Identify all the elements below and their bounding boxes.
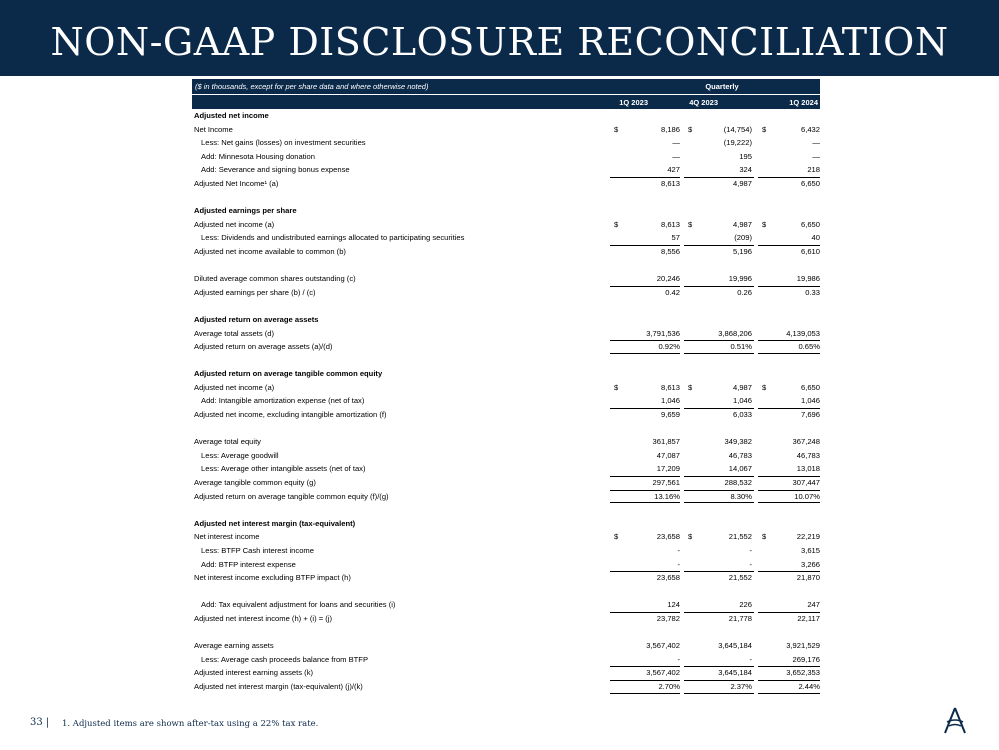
table-row [192,571,820,585]
section-heading [192,367,820,381]
value-cell: 21,552 [728,573,752,583]
dollar-sign: $ [688,382,693,392]
table-row [192,680,820,694]
table-row [192,327,820,341]
value-cell: - [749,546,752,555]
value-cell: 8,186 [660,124,680,134]
row-label: Adjusted net income, excluding intangible amortization (f) [194,410,387,420]
column-header: 1Q 2023 [619,98,648,107]
total-rule [684,245,754,246]
spacer-row [192,354,820,368]
value-cell: 23,658 [656,532,680,542]
table-row [192,598,820,612]
unit-note: ($ in thousands, except for per share data and where otherwise noted) [195,82,429,91]
reconciliation-table [192,79,820,694]
row-label: Net interest income [194,532,260,542]
value-cell: 23,658 [656,573,680,583]
total-rule [610,612,680,613]
row-label: Adjusted earnings per share (b) / (c) [194,287,316,297]
value-cell: 367,248 [792,437,820,447]
value-cell: 124 [667,600,680,610]
bottom-rule [684,693,754,694]
value-cell: 47,087 [656,450,680,460]
total-rule [684,286,754,287]
value-cell: 288,532 [724,478,752,488]
dollar-sign: $ [762,382,767,392]
value-cell: 21,778 [728,613,752,623]
value-cell: 0.42 [665,287,680,297]
table-row [192,653,820,667]
row-label: Less: Average goodwill [201,450,279,460]
value-cell: 297,561 [652,478,680,488]
value-cell: 40 [811,233,820,243]
value-cell: 3,645,184 [718,641,752,651]
dollar-sign: $ [614,382,619,392]
value-cell: 5,196 [732,246,752,256]
value-cell: 8,556 [660,246,680,256]
row-label: Less: BTFP Cash interest income [201,546,314,555]
value-cell: 6,033 [732,410,752,420]
table-header-row [192,79,820,94]
value-cell: 0.92% [658,342,680,352]
value-cell: 195 [739,151,752,161]
value-cell: 8,613 [660,219,680,229]
spacer-row [192,503,820,517]
value-cell: 6,650 [800,178,820,188]
section-heading [192,517,820,531]
value-cell: — [812,151,820,161]
dollar-sign: $ [614,124,619,134]
value-cell: 6,650 [800,219,820,229]
row-label: Less: Average other intangible assets (net of tax) [201,464,366,474]
total-rule [610,476,680,477]
value-cell: (19,222) [723,138,752,148]
row-label: Average earning assets [194,641,274,651]
row-label: Less: Average cash proceeds balance from BTFP [201,654,369,664]
table-row [192,231,820,245]
total-rule [684,680,754,681]
quarterly-group-header: Quarterly [705,82,739,91]
bottom-rule [610,693,680,694]
bottom-rule [758,693,820,694]
total-rule [610,666,680,667]
value-cell: 3,921,529 [786,641,820,651]
dollar-sign: $ [762,124,767,134]
value-cell: 8,613 [660,382,680,392]
table-body [192,109,820,694]
table-row [192,150,820,164]
total-rule [610,245,680,246]
total-rule [684,612,754,613]
row-label: Adjusted net income available to common (b) [194,246,346,256]
value-cell: 22,219 [796,532,820,542]
table-row [192,136,820,150]
row-label: Add: BTFP interest expense [201,559,296,569]
table-row [192,381,820,395]
value-cell: 46,783 [796,450,820,460]
value-cell: - [677,559,680,569]
table-row [192,612,820,626]
value-cell: 22,117 [797,613,820,623]
value-cell: 1,046 [800,396,820,406]
page-title: NON-GAAP DISCLOSURE RECONCILIATION [50,20,949,64]
section-heading [192,204,820,218]
value-cell: 3,791,536 [646,328,680,338]
value-cell: 4,139,053 [786,328,820,338]
value-cell: 0.65% [798,342,820,352]
total-rule [610,177,680,178]
row-label: Diluted average common shares outstanding (c) [194,274,356,284]
total-rule [758,245,820,246]
row-label: Average total equity [194,437,261,447]
dollar-sign: $ [688,219,693,229]
table-row [192,245,820,259]
total-rule [684,340,754,341]
value-cell: 17,209 [656,464,680,474]
spacer-row [192,191,820,205]
value-cell: 21,552 [728,532,752,542]
value-cell: (14,754) [723,124,752,134]
total-rule [610,340,680,341]
value-cell: 46,783 [728,450,752,460]
table-row [192,490,820,504]
total-rule [684,476,754,477]
table-row [192,123,820,137]
value-cell: 3,567,402 [646,641,680,651]
row-label: Adjusted net interest margin (tax-equivalent) [194,518,356,528]
total-rule [684,666,754,667]
table-row [192,558,820,572]
page-number: 33 | [30,717,50,728]
total-rule [758,340,820,341]
total-rule [758,612,820,613]
row-label: Adjusted net income (a) [194,382,275,392]
section-heading [192,109,820,123]
dollar-sign: $ [614,532,619,542]
value-cell: (209) [734,233,752,243]
total-rule [758,666,820,667]
value-cell: 3,615 [800,546,820,555]
value-cell: 3,868,206 [718,328,752,338]
spacer-row [192,422,820,436]
value-cell: 14,067 [728,464,752,474]
table-row [192,340,820,354]
value-cell: 19,996 [728,274,752,284]
total-rule [684,490,754,491]
column-header: 1Q 2024 [789,98,818,107]
value-cell: - [749,559,752,569]
total-rule [758,680,820,681]
spacer-row [192,259,820,273]
value-cell: 2.44% [798,681,820,691]
value-cell: 3,652,353 [786,668,820,678]
value-cell: 1,046 [660,396,680,406]
row-label: Adjusted net interest margin (tax-equivalent) (j)/(k) [194,681,363,691]
value-cell: - [677,546,680,555]
value-cell: 8,613 [660,178,680,188]
table-row [192,177,820,191]
value-cell: - [749,654,752,664]
bottom-rule [758,502,820,503]
dollar-sign: $ [614,219,619,229]
table-row [192,544,820,558]
row-label: Adjusted return on average tangible common equity (f)/(g) [194,491,389,501]
table-row [192,272,820,286]
value-cell: 0.26 [737,287,752,297]
title-banner [0,0,999,76]
table-row [192,218,820,232]
row-label: Add: Tax equivalent adjustment for loans and securities (i) [201,600,396,610]
total-rule [610,490,680,491]
bottom-rule [684,353,754,354]
value-cell: — [672,151,680,161]
row-label: Add: Intangible amortization expense (net of tax) [201,396,365,406]
row-label: Adjusted interest earning assets (k) [194,668,314,678]
value-cell: 4,987 [732,219,752,229]
row-label: Adjusted net income (a) [194,219,275,229]
row-label: Add: Minnesota Housing donation [201,151,315,161]
section-heading [192,313,820,327]
row-label: Adjusted earnings per share [194,206,297,216]
value-cell: 6,432 [800,124,820,134]
total-rule [684,408,754,409]
total-rule [610,408,680,409]
value-cell: 19,986 [796,274,820,284]
value-cell: 2.37% [730,681,752,691]
column-header-row [192,94,820,109]
bottom-rule [758,353,820,354]
value-cell: 13,018 [796,464,820,474]
dollar-sign: $ [762,532,767,542]
value-cell: 307,447 [792,478,820,488]
table-row [192,408,820,422]
table-row [192,286,820,300]
value-cell: 269,176 [792,654,820,664]
row-label: Adjusted net interest income (h) + (i) = (j) [194,613,333,623]
value-cell: 3,266 [800,559,820,569]
value-cell: 1,046 [732,396,752,406]
row-label: Net Income [194,124,233,134]
value-cell: 226 [739,600,752,610]
total-rule [684,177,754,178]
value-cell: 21,870 [796,573,820,583]
value-cell: 0.33 [805,287,820,297]
row-label: Adjusted return on average assets [194,314,319,324]
total-rule [758,490,820,491]
value-cell: 6,650 [800,382,820,392]
row-label: Add: Severance and signing bonus expense [201,165,350,175]
dollar-sign: $ [688,532,693,542]
row-label: Less: Net gains (losses) on investment securities [201,138,366,148]
row-label: Average total assets (d) [194,328,275,338]
table-row [192,476,820,490]
bottom-rule [684,502,754,503]
table-row [192,449,820,463]
value-cell: 13.16% [654,491,680,501]
value-cell: 324 [739,165,752,175]
table-row [192,530,820,544]
value-cell: 23,782 [656,613,680,623]
row-label: Adjusted return on average tangible common equity [194,369,383,379]
bottom-rule [610,353,680,354]
row-label: Average tangible common equity (g) [194,478,316,488]
spacer-row [192,585,820,599]
value-cell: 57 [671,233,680,243]
company-logo-icon [940,705,970,735]
total-rule [758,177,820,178]
footnote: 1. Adjusted items are shown after-tax using a 22% tax rate. [62,719,319,729]
dollar-sign: $ [688,124,693,134]
value-cell: — [672,138,680,148]
row-label: Adjusted return on average assets (a)/(d) [194,342,333,352]
value-cell: 3,567,402 [646,668,680,678]
row-label: Adjusted net income [194,111,269,120]
table-row [192,639,820,653]
column-header: 4Q 2023 [689,98,718,107]
spacer-row [192,626,820,640]
value-cell: 2.70% [658,681,680,691]
value-cell: 3,645,184 [718,668,752,678]
value-cell: 218 [807,165,820,175]
table-row [192,163,820,177]
row-label: Net interest income excluding BTFP impact (h) [194,573,351,583]
table-row [192,394,820,408]
bottom-rule [610,502,680,503]
total-rule [610,286,680,287]
total-rule [610,680,680,681]
value-cell: 10.07% [794,491,820,501]
total-rule [684,571,754,572]
value-cell: — [812,138,820,148]
total-rule [610,571,680,572]
total-rule [758,476,820,477]
spacer-row [192,299,820,313]
value-cell: 361,857 [652,437,680,447]
value-cell: 7,696 [800,410,820,420]
value-cell: 8.30% [730,491,752,501]
value-cell: 349,382 [724,437,752,447]
value-cell: 9,659 [660,410,680,420]
row-label: Adjusted Net Income¹ (a) [194,178,279,188]
total-rule [758,571,820,572]
total-rule [758,286,820,287]
total-rule [758,408,820,409]
value-cell: 247 [807,600,820,610]
table-row [192,666,820,680]
value-cell: 6,610 [800,246,820,256]
row-label: Less: Dividends and undistributed earnings allocated to participating securities [201,233,465,243]
value-cell: 20,246 [656,274,680,284]
value-cell: 4,987 [732,178,752,188]
value-cell: - [677,654,680,664]
value-cell: 4,987 [732,382,752,392]
value-cell: 427 [667,165,680,175]
table-row [192,462,820,476]
dollar-sign: $ [762,219,767,229]
table-row [192,435,820,449]
value-cell: 0.51% [730,342,752,352]
